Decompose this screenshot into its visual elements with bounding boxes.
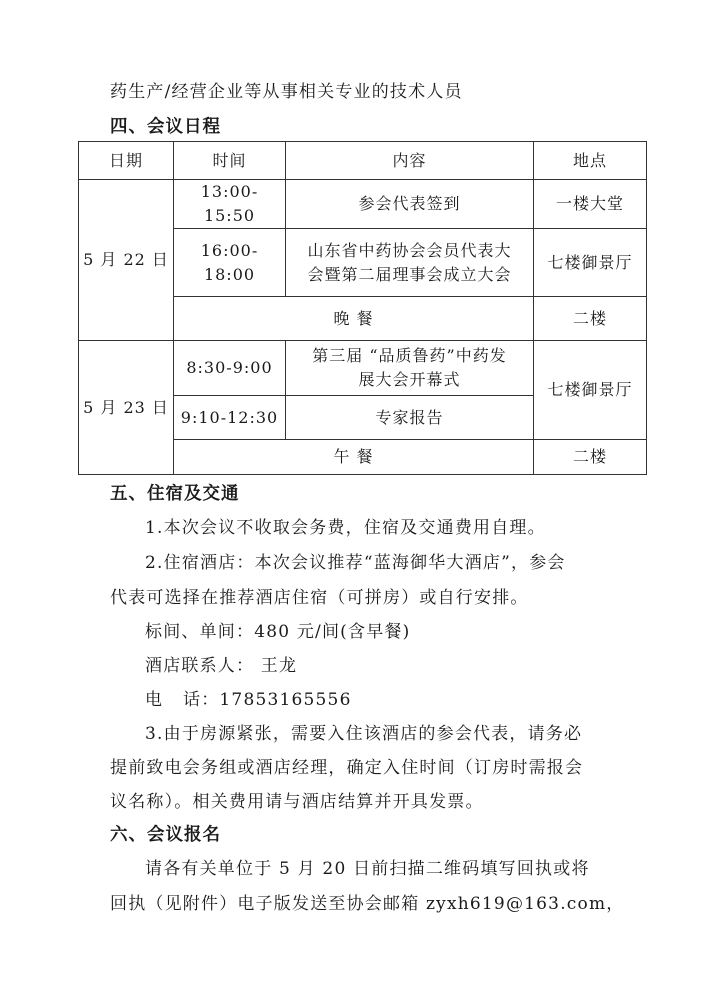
- phone-text: 电 话：17853165556: [145, 690, 352, 710]
- table-row: [79, 341, 647, 396]
- place-cell: 二楼: [534, 297, 647, 341]
- content-line: 山东省中药协会会员代表大: [307, 240, 512, 260]
- header-date: 日期: [79, 142, 174, 180]
- paragraph-hotel-line2: 代表可选择在推荐酒店住宿（可拼房）或自行安排。: [110, 588, 529, 608]
- table-header-row: [79, 142, 647, 180]
- schedule-table: [78, 141, 647, 475]
- content-cell: 参会代表签到: [286, 180, 534, 229]
- date-cell-day1: 5 月 22 日: [79, 180, 174, 341]
- date-cell-day2: 5 月 23 日: [79, 341, 174, 475]
- place-cell: 二楼: [534, 440, 647, 475]
- time-cell: 13:00-15:50: [174, 180, 286, 229]
- time-cell: 8:30-9:00: [174, 341, 286, 396]
- paragraph-rooms-line2: 提前致电会务组或酒店经理，确定入住时间（订房时需报会: [110, 758, 584, 778]
- content-line: 展大会开幕式: [358, 370, 461, 389]
- meal-cell: 晚 餐: [174, 297, 534, 341]
- content-cell: [286, 341, 534, 396]
- place-cell: 七楼御景厅: [534, 341, 647, 440]
- room-price-text: 标间、单间：480 元/间(含早餐): [145, 622, 411, 642]
- content-line: 会暨第二届理事会成立大会: [307, 264, 512, 284]
- registration-line1: 请各有关单位于 5 月 20 日前扫描二维码填写回执或将: [145, 859, 590, 879]
- content-cell: 专家报告: [286, 396, 534, 440]
- paragraph-fee: 1.本次会议不收取会务费，住宿及交通费用自理。: [145, 518, 546, 538]
- paragraph-rooms-line3: 议名称）。相关费用请与酒店结算并开具发票。: [110, 792, 484, 812]
- section6-heading: 六、会议报名: [110, 825, 221, 845]
- meal-cell: 午 餐: [174, 440, 534, 475]
- header-place: 地点: [534, 142, 647, 180]
- place-cell: 一楼大堂: [534, 180, 647, 229]
- table-row: [79, 180, 647, 229]
- paragraph-hotel-line1: 2.住宿酒店：本次会议推荐“蓝海御华大酒店”，参会: [145, 553, 566, 573]
- time-cell: 9:10-12:30: [174, 396, 286, 440]
- section4-heading: 四、会议日程: [110, 117, 221, 137]
- registration-line2: 回执（见附件）电子版发送至协会邮箱 zyxh619@163.com，: [110, 894, 625, 914]
- section5-heading: 五、住宿及交通: [110, 484, 240, 504]
- paragraph-rooms-line1: 3.由于房源紧张，需要入住该酒店的参会代表，请务必: [145, 724, 583, 744]
- place-cell: 七楼御景厅: [534, 229, 647, 297]
- header-content: 内容: [286, 142, 534, 180]
- content-cell: [286, 229, 534, 297]
- content-line: 第三届 “品质鲁药”中药发: [312, 346, 507, 365]
- time-cell: 16:00-18:00: [174, 229, 286, 297]
- intro-tail-text: 药生产/经营企业等从事相关专业的技术人员: [110, 82, 463, 102]
- header-time: 时间: [174, 142, 286, 180]
- hotel-contact-text: 酒店联系人： 王龙: [145, 656, 298, 676]
